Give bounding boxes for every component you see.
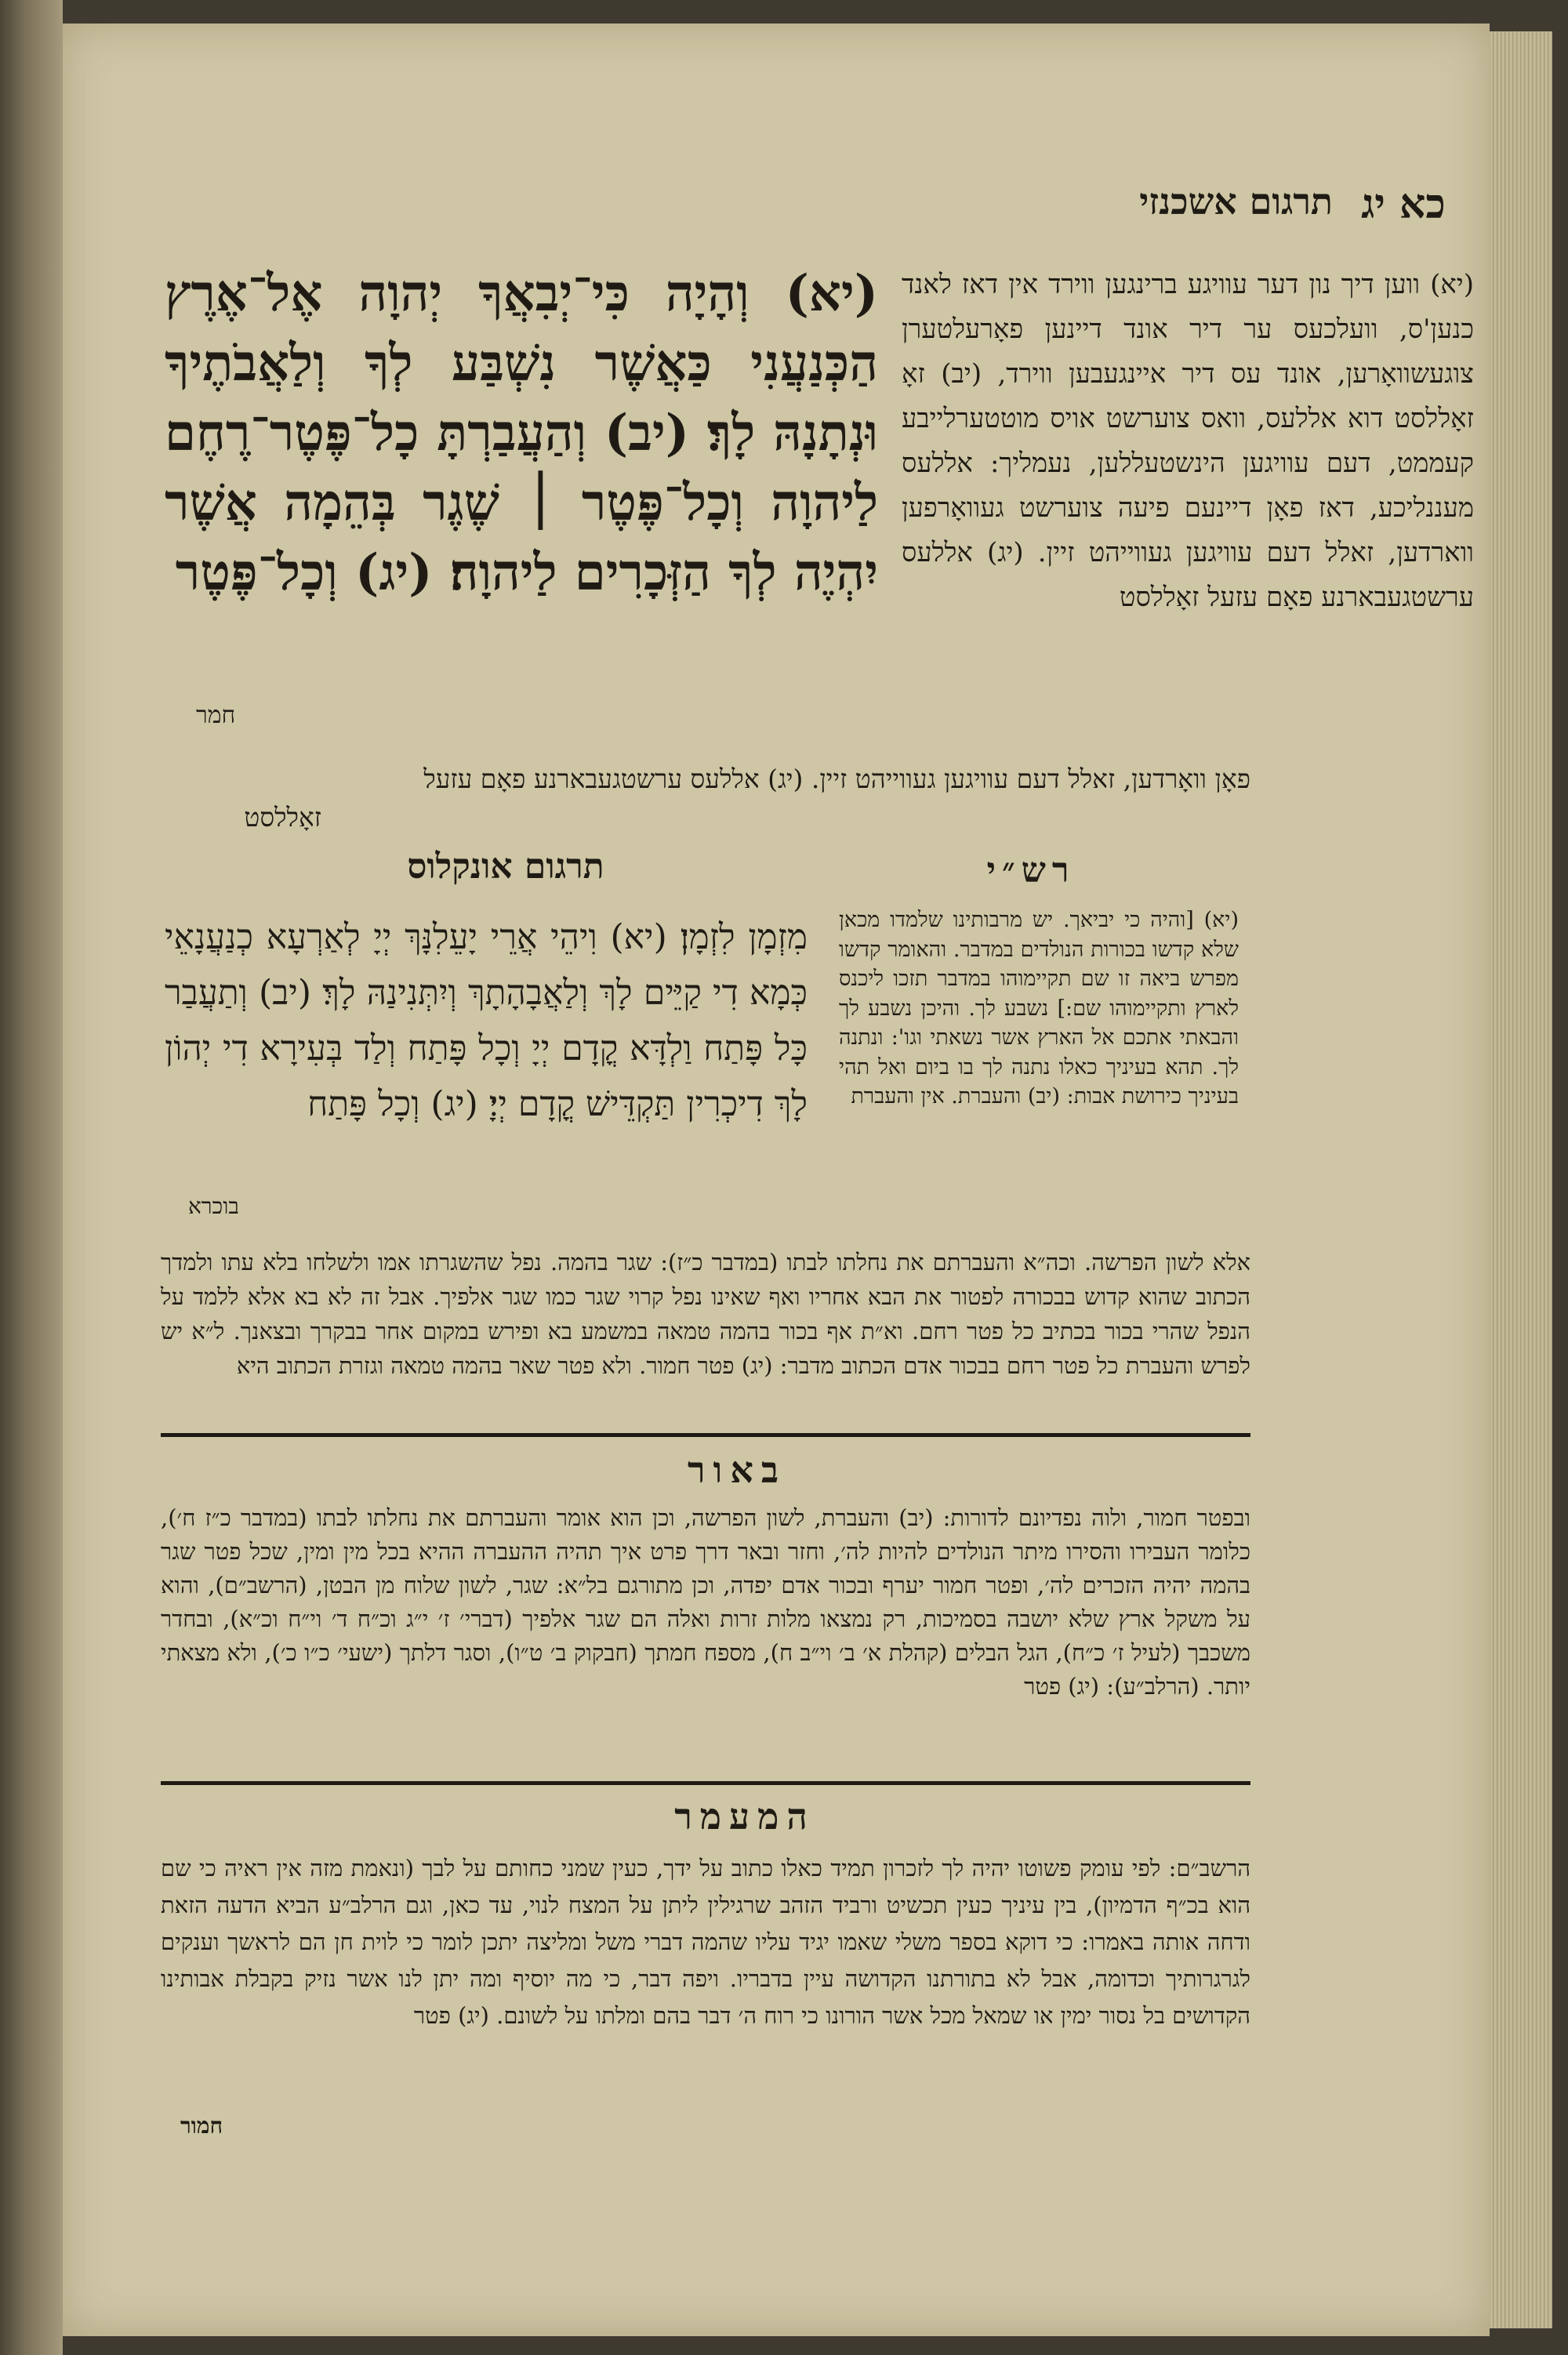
running-header-chapter: כא יג xyxy=(1361,180,1446,228)
onkelos-catchword: בוכרא xyxy=(188,1193,239,1219)
section-divider xyxy=(161,1433,1250,1437)
yiddish-continuation-end: זאָללסט xyxy=(244,802,321,833)
rashi-continuation: אלא לשון הפרשה. וכה״א והעברתם את נחלתו לבתו (במדבר כ״ז): שגר בהמה. נפל שהשגרתו אמו ולשלחו בלא עתו ולמדך הכתוב שהוא קדוש בבכורה לפטור את הבא אחריו ואף שאינו נפל קרוי שגר כמו שגר אלפיך. אבל זה לא בא אלא ללמד על הנפל שהרי בכור בכתיב כל פטר רחם. וא״ת אף בכור בהמה טמאה במשמע בא ופירש במקום אחר בבקרך ובצאנך. ל״א יש לפרש והעברת כל פטר רחם בבכור אדם הכתוב מדבר: (יג) פטר חמור. ולא פטר שאר בהמה טמאה וגזרת הכתוב היא xyxy=(161,1249,1250,1379)
meamer-heading: המעמר xyxy=(674,1795,815,1838)
torah-text: (יא) וְהָיָה כִּי־יְבִאֲךָ יְהוָה אֶל־אֶרֶץ הַכְּנַעֲנִי כַּאֲשֶׁר נִשְׁבַּע לְךָ וְלַאֲבֹתֶיךָ וּנְתָנָהּ לָךְ׃ (יב) וְהַעֲבַרְתָּ כָל־פֶּטֶר־רֶחֶם לַיהוָה וְכָל־פֶּטֶר ׀ שֶׁגֶר בְּהֵמָה אֲשֶׁר יִהְיֶה לְךָ הַזְּכָרִים לַיהוָה׃ (יג) וְכָל־פֶּטֶר xyxy=(165,264,878,602)
torah-catchword: חמר xyxy=(196,702,236,729)
page-stack-edge xyxy=(1490,31,1552,2328)
meamer-text: הרשב״ם: לפי עומק פשוטו יהיה לך לזכרון תמיד כאלו כתוב על ידך, כעין שמני כחותם על לבך (ונאמת מזה אין ראיה כי שם הוא בכ״ף הדמיון), בין עיניך כעין תכשיט ורביד הזהב שרגילין ליתן על המצח לנוי, עד כאן, וגם הרלב״ע הביא הדעה הזאת ודחה אותה באמרו: כי דוקא בספר משלי שאמו יגיד עליו שהמה דברי משל ומליצה יתכן לומר כי לוית חן הם לראשך וענקים לגרגרותיך וכדומה, אבל לא בתורתנו הקדושה עיין בדבריו. ויפה דבר, כי מה יוסיף ומה יתן לנו אשר נזיק בקבלת אבותינו הקדושים בל נסור ימין או שמאל מכל אשר הורונו כי רוח ה׳ דבר בהם ומלתו על לשונם. (יג) פטר xyxy=(161,1855,1250,2029)
running-header-title: תרגום אשכנזי xyxy=(1139,180,1333,223)
rashi-column: (יא) [והיה כי יביאך. יש מרבותינו שלמדו מכאן שלא קדשו בכורות הנולדים במדבר. והאומר קדשו מפרש ביאה זו שם תקיימוהו במדבר תזכו ליכנס לארץ ותקיימוהו שם:] נשבע לך. והיכן נשבע לך והבאתי אתכם אל הארץ אשר נשאתי וגו': ונתנה לך. תהא בעיניך כאלו נתנה לך בו ביום ואל תהי בעיניך כירושת אבות: (יב) והעברת. אין והעברת xyxy=(839,908,1239,1109)
rashi-heading: רש״י xyxy=(986,851,1076,891)
facing-page-edge xyxy=(0,0,63,2355)
onkelos-heading: תרגום אונקלוס xyxy=(407,847,604,887)
onkelos-text: מִזְמָן לִזְמָן׃ (יא) וִיהֵי אֲרֵי יָעֵלִנָּךְ יְיָ לְאַרְעָא כְנַעֲנָאֵי כְּמָא דִי קַיֵּים לָךְ וְלַאֲבָהָתָךְ וְיִתְּנִינַהּ לָךְ׃ (יב) וְתַעֲבַר כָּל פָּתַח וַלְדָּא קֳדָם יְיָ וְכָל פָּתַח וְלַד בְּעִירָא דִי יְהוֹן לָךְ דִיכְרִין תַּקְדֵּישׁ קֳדָם יְיָ׃ (יג) וְכָל פָּתַח xyxy=(165,917,808,1124)
section-divider xyxy=(161,1781,1250,1785)
beur-heading: באור xyxy=(687,1449,787,1491)
yiddish-translation: (יא) ווען דיך נון דער עוויגע ברינגען ווירד אין דאז לאנד כנען'ס, וועלכעס ער דיר אונד דיינען פאָרעלטערן צוגעשוואָרען, אונד עס דיר איינגעבען ווירד, (יב) זאָ זאָללסט דוא אללעס, וואס צוערשט אויס מוטטערלייבע קעממט, דעם עוויגען הינשטעללען, נעמליך: אללעס מעננליכע, דאז פאָן דיינעם פיעה צוערשט געוואָרפען ווארדען, זאלל דעם עוויגען געווייהט זיין. (יג) אללעס ערשטגעבארנע פאָם עזעל זאָללסט xyxy=(902,269,1474,613)
yiddish-continuation: פאָן וואָרדען, זאלל דעם עוויגען געווייהט זיין. (יג) אללעס ערשטגעבארנע פאָם עזעל xyxy=(423,764,1250,794)
page-catchword: חמור xyxy=(180,2113,223,2139)
beur-text: ובפטר חמור, ולוה נפדיונם לדורות: (יב) והעברת, לשון הפרשה, וכן הוא אומר והעברתם את נחלתו לבתו (במדבר כ״ז ח׳), כלומר העבירו והסירו מיתר הנולדים להיות לה׳, וחזר ובאר דרך פרט איך תהיה ההעברה ההיא בכל מין ומין, שכל פטר שגר בהמה יהיה הזכרים לה׳, ופטר חמור יערף ובכור אדם יפדה, וכן מתורגם בל״א: שגר, לשון שלוח מן הבטן, (הרשב״ם), והוא על משקל ארץ שלא יושבה בסמיכות, רק נמצאו מלות זרות ואלה הם שגר אלפיך (דברי׳ ז׳ י״ג וכ״ח ד׳ וי״ח וכ״א), ובחדר משכבך (לעיל ז׳ כ״ח), הגל הבלים (קהלת א׳ ב׳ וי״ב ח), מספח חמתך (חבקוק ב׳ ט״ו), וסגר דלתך (ישעי׳ כ״ו כ׳), ולא מצאתי יותר. (הרלב״ע): (יג) פטר xyxy=(161,1504,1250,1700)
